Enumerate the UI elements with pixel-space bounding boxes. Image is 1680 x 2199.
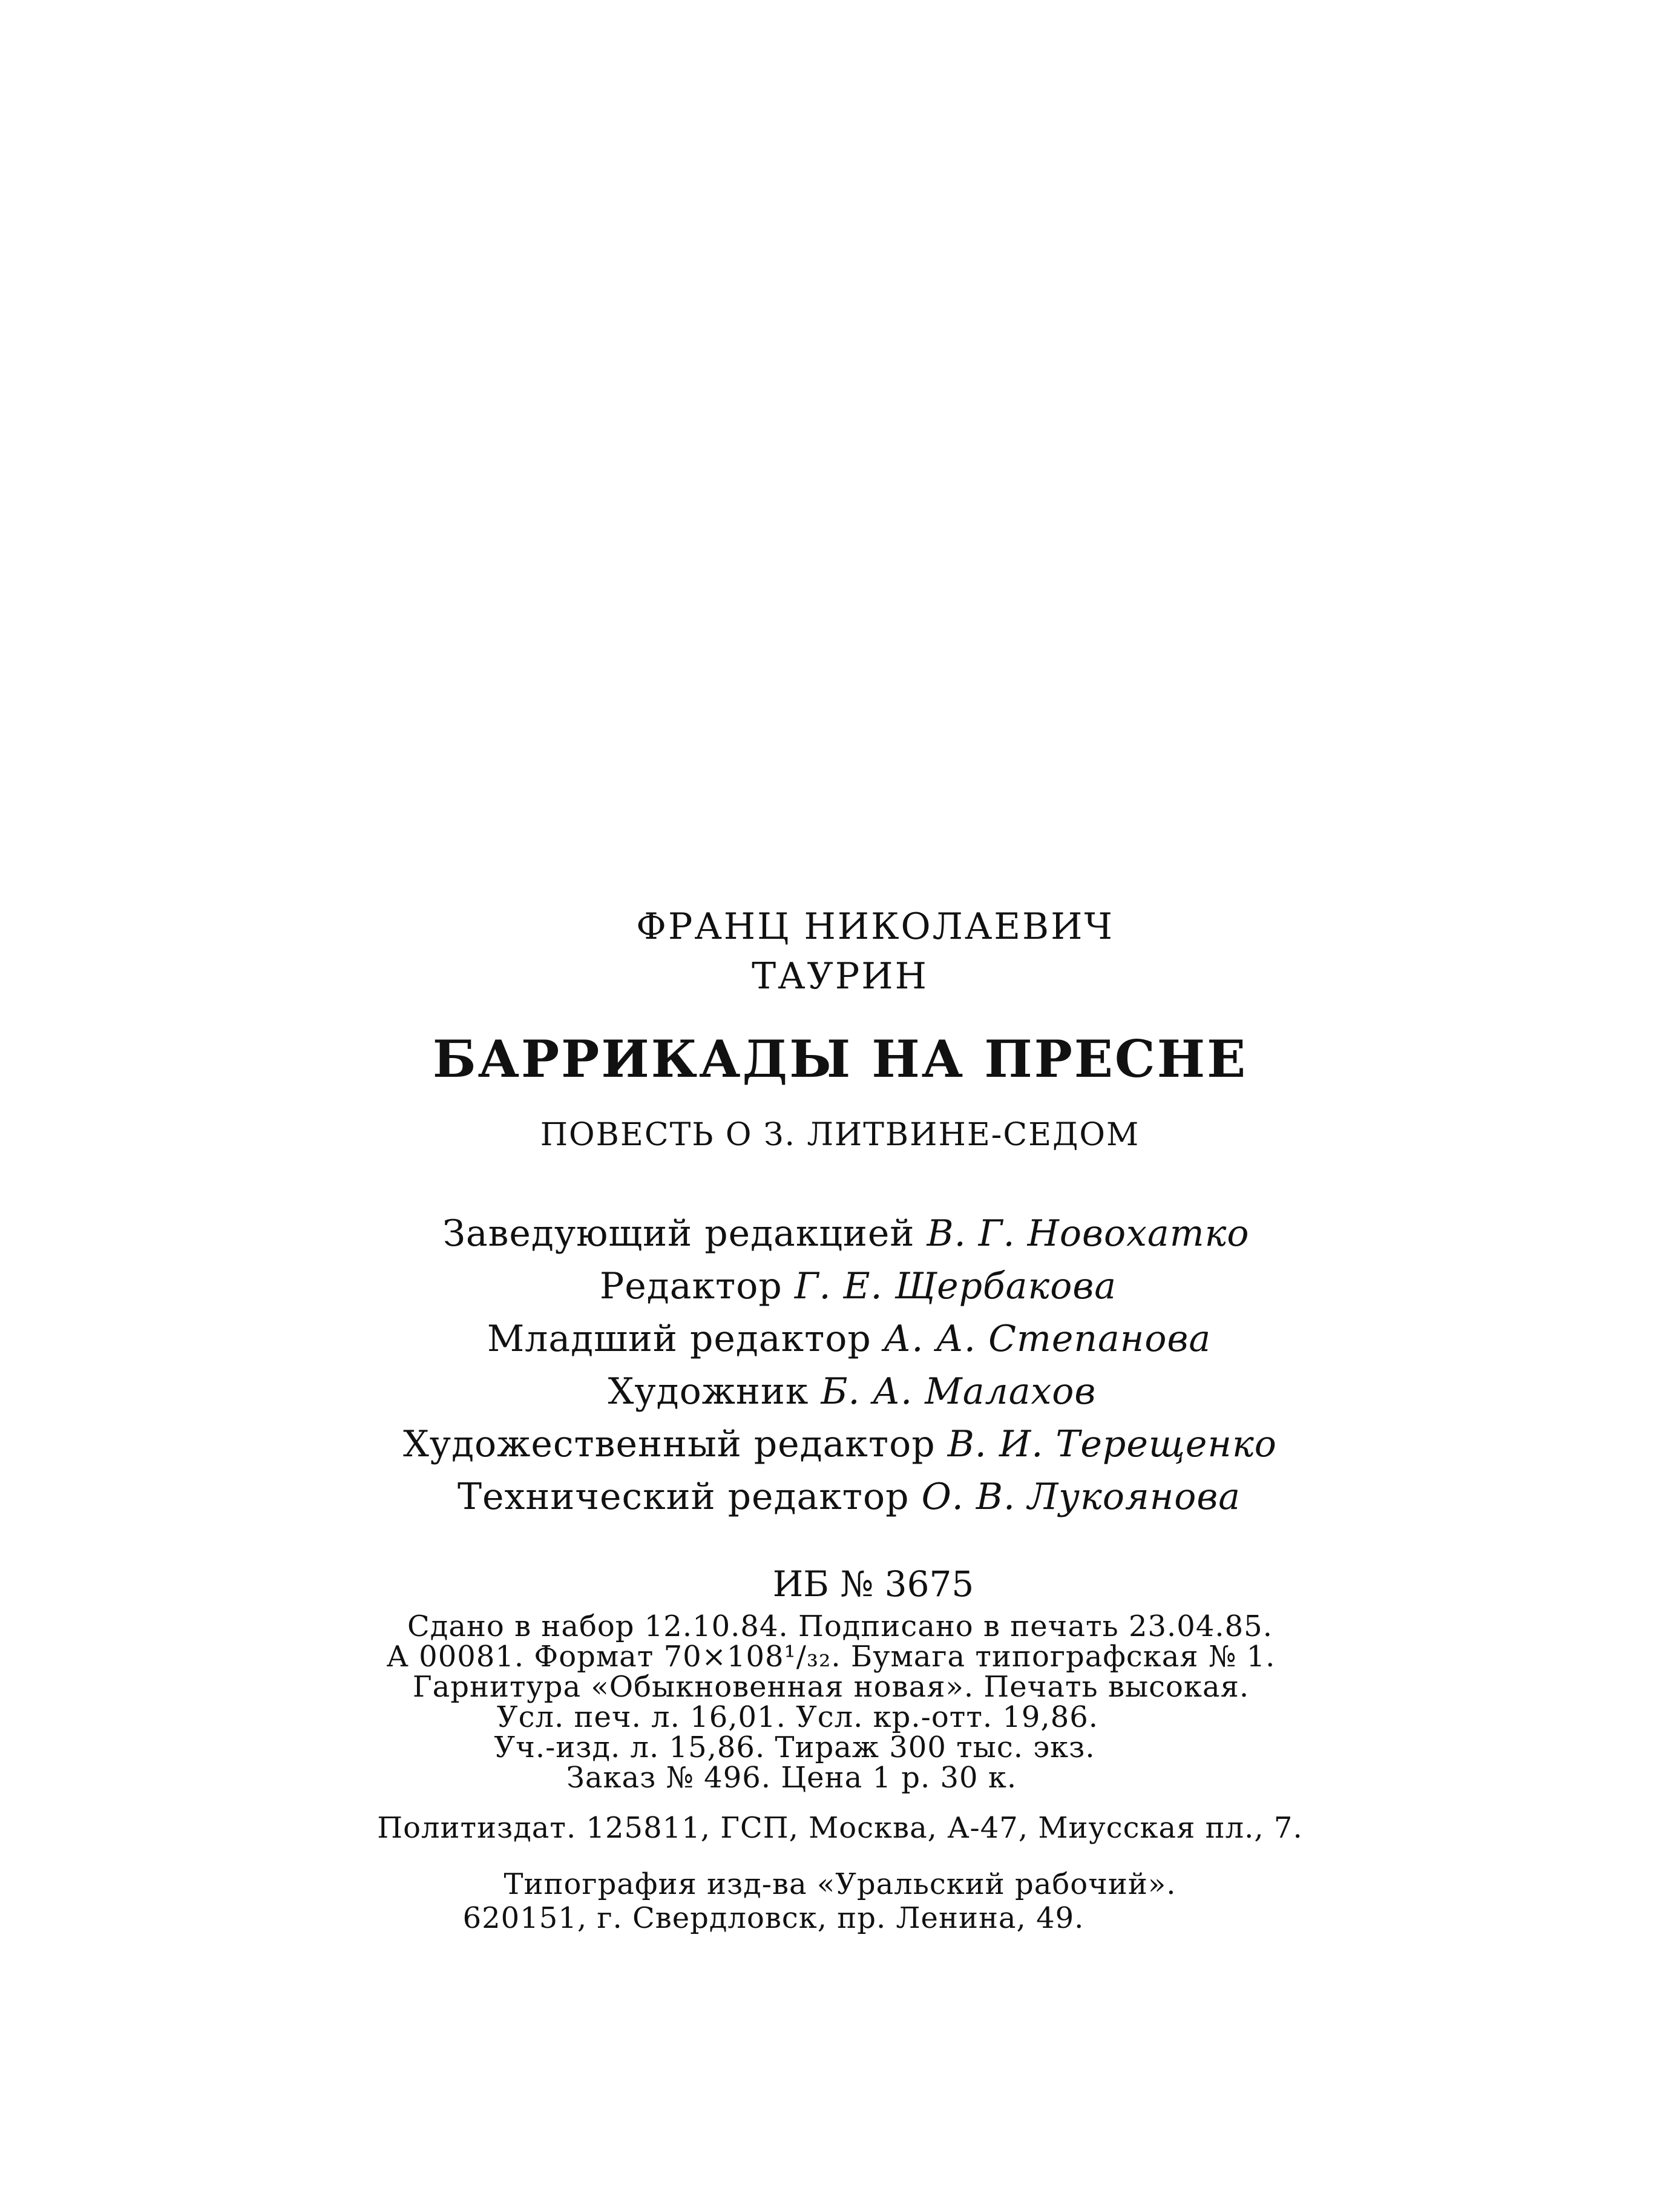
credit-line (9, 1313, 1680, 1366)
credit-person: А. А. Степанова (883, 1318, 1212, 1360)
credit-role: Художник (608, 1370, 809, 1413)
printer-block (0, 1867, 1680, 1935)
imprint-block (0, 1611, 1680, 1793)
imprint-line: Усл. печ. л. 16,01. Усл. кр.-отт. 19,86. (496, 1700, 1099, 1734)
author-block (0, 902, 1680, 1001)
credit-line (6, 1208, 1680, 1260)
credit-person: В. И. Терещенко (947, 1423, 1277, 1465)
imprint-line: Гарнитура «Обыкновенная новая». Печать высокая. (412, 1670, 1250, 1704)
imprint-line: Заказ № 496. Цена 1 р. 30 к. (566, 1761, 1017, 1795)
author-name: ФРАНЦ НИКОЛАЕВИЧ (636, 906, 1114, 948)
credit-line (9, 1471, 1680, 1524)
printer-line: 620151, г. Свердловск, пр. Ленина, 49. (462, 1901, 1084, 1935)
credit-role: Младший редактор (487, 1318, 871, 1360)
credit-line (18, 1260, 1680, 1313)
credit-role: Редактор (599, 1265, 783, 1307)
book-subtitle: ПОВЕСТЬ О З. ЛИТВИНЕ-СЕДОМ (540, 1117, 1140, 1153)
credit-person: Б. А. Малахов (821, 1370, 1097, 1413)
ib-number: ИБ № 3675 (772, 1563, 974, 1605)
credit-role: Заведующий редакцией (442, 1212, 915, 1255)
ib-number-block (0, 1563, 1680, 1605)
credit-person: Г. Е. Щербакова (794, 1265, 1117, 1307)
imprint-line: А 00081. Формат 70×108¹/₃₂. Бумага типографская № 1. (386, 1640, 1276, 1674)
credit-role: Технический редактор (457, 1476, 910, 1518)
imprint-line: Уч.-изд. л. 15,86. Тираж 300 тыс. экз. (494, 1731, 1095, 1764)
book-title: БАРРИКАДЫ НА ПРЕСНЕ (432, 1029, 1248, 1089)
credit-person: О. В. Лукоянова (921, 1476, 1241, 1518)
credit-line (0, 1418, 1680, 1471)
imprint-line: Сдано в набор 12.10.84. Подписано в печать 23.04.85. (407, 1609, 1273, 1643)
author-surname: ТАУРИН (752, 955, 928, 998)
credit-person: В. Г. Новохатко (927, 1212, 1250, 1255)
printer-line: Типография изд-ва «Уральский рабочий». (504, 1867, 1176, 1901)
publisher-block (0, 1810, 1680, 1846)
credit-role: Художественный редактор (403, 1423, 936, 1465)
credits-list (0, 1208, 1680, 1524)
credit-line (12, 1366, 1680, 1418)
publisher-line: Политиздат. 125811, ГСП, Москва, А-47, Миусская пл., 7. (377, 1811, 1303, 1845)
